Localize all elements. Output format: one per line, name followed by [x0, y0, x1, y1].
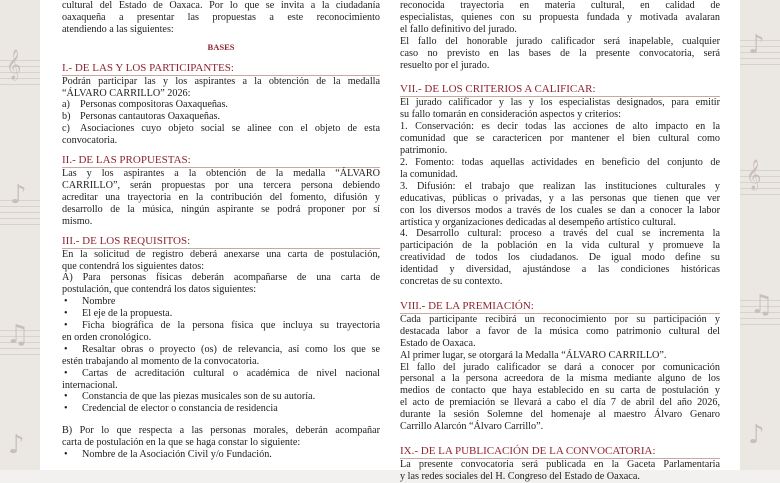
paragraph-line: convocatoria.	[62, 135, 118, 147]
paragraph-line: destacada labor a favor de la música como patrimonio cultural del	[400, 325, 720, 337]
paragraph-line: Las y los aspirantes a la obtención de la medalla “ÁLVARO	[62, 168, 380, 180]
paragraph-line: desarrollo de la música, ningún aspirante se podrá proponer por sí	[62, 203, 380, 215]
paragraph-line: caso no previsto en las bases de la presente convocatoria, será	[400, 47, 720, 59]
paragraph-line: Cada participante recibirá un reconocimiento por su participación y	[400, 313, 720, 325]
paragraph-line: reconocida trayectoria en materia cultural, en calidad de	[400, 0, 720, 11]
paragraph-line: el fallo definitivo del jurado.	[400, 23, 517, 35]
paragraph-line: CARRILLO”, serán propuestas por una tercera persona debiendo	[62, 179, 380, 191]
paragraph-line: participación de la población en la vida cultural y promueve la	[400, 240, 720, 252]
section-heading: I.- DE LAS Y LOS PARTICIPANTES:	[62, 62, 380, 76]
right-music-staff	[740, 0, 780, 470]
paragraph-line: y las redes sociales del H. Congreso del Estado de Oaxaca.	[400, 470, 640, 482]
paragraph-line: El fallo del honorable jurado calificador será inapelable, cualquier	[400, 35, 720, 47]
paragraph-line: La presente convocatoria será publicada en la Gaceta Parlamentaria	[400, 459, 720, 470]
paragraph-line: educativas, públicas o privadas, y a las personas que tienen que ver	[400, 192, 720, 204]
paragraph-line: El jurado calificador y las y los especialistas designados, para emitir	[400, 97, 720, 109]
paragraph-line: 2. Fomento: todas aquellas actividades en beneficio del conjunto de	[400, 156, 720, 168]
document-page	[40, 0, 740, 482]
bullet-item: • Nombre de la Asociación Civil y/o Fundación.	[62, 449, 380, 461]
paragraph-line: la comunidad.	[400, 168, 458, 180]
list-item: b) Personas cantautoras Oaxaqueñas.	[62, 111, 221, 123]
section-heading: IX.- DE LA PUBLICACIÓN DE LA CONVOCATORIA:	[400, 445, 720, 459]
paragraph-line: El fallo del jurado calificador se dará a conocer por comunicación	[400, 361, 720, 373]
bullet-item: • Nombre	[62, 296, 380, 308]
paragraph-line: mismo.	[62, 215, 93, 227]
paragraph-line: postulación, que contendrá los datos siguientes:	[62, 284, 257, 296]
section-heading: III.- DE LOS REQUISITOS:	[62, 235, 380, 249]
paragraph-line: Podrán participar las y los aspirantes a la obtención de la medalla	[62, 75, 380, 87]
section-heading: II.- DE LAS PROPUESTAS:	[62, 154, 380, 168]
left-column	[62, 0, 380, 461]
bullet-item: • El eje de la propuesta.	[62, 308, 380, 320]
paragraph-line: su fallo tomarán en consideración aspectos y criterios:	[400, 109, 621, 121]
paragraph-line: 1. Conservación: es decir todas las acciones de alto impacto en la	[400, 121, 720, 133]
paragraph-line: creatividad de todos los ciudadanos. De igual modo define su	[400, 252, 720, 264]
paragraph-line: especialistas, quienes con su propuesta fundada y motivada avalaran	[400, 11, 720, 23]
paragraph-line: carta de postulación en la que se haga constar lo siguiente:	[62, 437, 301, 449]
paragraph-line: comunidad que se caractericen por mantener el bien cultural como	[400, 133, 720, 145]
bases-heading: BASES	[207, 41, 235, 52]
paragraph-line: Carrillo Alarcón “Álvaro Carrillo”.	[400, 421, 544, 433]
paragraph-line: Al primer lugar, se otorgará la Medalla “ÁLVARO CARRILLO”.	[400, 349, 667, 361]
bullet-item: • Ficha biográfica de la persona física que incluya su trayectoria	[62, 320, 380, 332]
paragraph-line: durante la sesión Solemne del homenaje al maestro Álvaro Genaro	[400, 409, 720, 421]
list-item: c) Asociaciones cuyo objeto social se alinee con el objeto de esta	[62, 123, 380, 135]
section-heading: VII.- DE LOS CRITERIOS A CALIFICAR:	[400, 83, 720, 97]
paragraph-line: A) Para personas físicas deberán acompañarse de una carta de	[62, 272, 380, 284]
paragraph-line: Estado de Oaxaca.	[400, 337, 476, 349]
section-heading: VIII.- DE LA PREMIACIÓN:	[400, 300, 720, 314]
paragraph-line: artística y organizaciones dedicadas al desempeño artístico cultural.	[400, 216, 676, 228]
paragraph-line: 4. Desarrollo cultural: proceso a través del cual se incrementa la	[400, 228, 720, 240]
paragraph-line: patrimonio.	[400, 145, 448, 157]
intro-line: cultural del Estado de Oaxaca. Por lo que se invita a la ciudadanía	[62, 0, 380, 11]
paragraph-line: personal a la persona acreedora de la misma mediante alguno de los	[400, 373, 720, 385]
bullet-item: • Credencial de elector o constancia de residencia	[62, 403, 380, 415]
intro-line: atendiendo a las siguientes:	[62, 23, 174, 35]
paragraph-line: en orden cronológico.	[62, 331, 152, 343]
paragraph-line: 3. Difusión: el trabajo que realizan las instituciones culturales y	[400, 180, 720, 192]
list-item: a) Personas compositoras Oaxaqueñas.	[62, 99, 228, 111]
paragraph-line: En la solicitud de registro deberá anexarse una carta de postulación,	[62, 248, 380, 260]
paragraph-line: que contendrá los siguientes datos:	[62, 260, 205, 272]
paragraph-line: estén trabajando al momento de la convocatoria.	[62, 355, 260, 367]
paragraph-line: concretas de su contexto.	[400, 276, 503, 288]
paragraph-line: medios de contacto que haya establecido en su carta de postulación y	[400, 385, 720, 397]
intro-line: oaxaqueña a presentar las propuestas a este reconocimiento	[62, 11, 380, 23]
paragraph-line: “ÁLVARO CARRILLO” 2026:	[62, 87, 191, 99]
paragraph-line: resuelto por el jurado.	[400, 59, 490, 71]
right-column	[400, 0, 720, 483]
paragraph-line: con los diversos modos a través de los cuales se dan a conocer la labor	[400, 204, 720, 216]
bullet-item: • Resaltar obras o proyecto (os) de relevancia, así como los que se	[62, 344, 380, 356]
paragraph-line: el acto de premiación se llevará a cabo el día 7 de abril del año 2026,	[400, 397, 720, 409]
paragraph-line: acreditar una trayectoria en la contribución del fomento, difusión y	[62, 191, 380, 203]
bullet-item: • Constancia de que las piezas musicales son de su autoría.	[62, 391, 380, 403]
paragraph-line: B) Por lo que respecta a las personas morales, deberán acompañar	[62, 425, 380, 437]
paragraph-line: internacional.	[62, 379, 118, 391]
bullet-item: • Cartas de acreditación cultural o académica de nivel nacional	[62, 368, 380, 380]
paragraph-line: identidad y diversidad, ajustándose a las condiciones históricas	[400, 264, 720, 276]
